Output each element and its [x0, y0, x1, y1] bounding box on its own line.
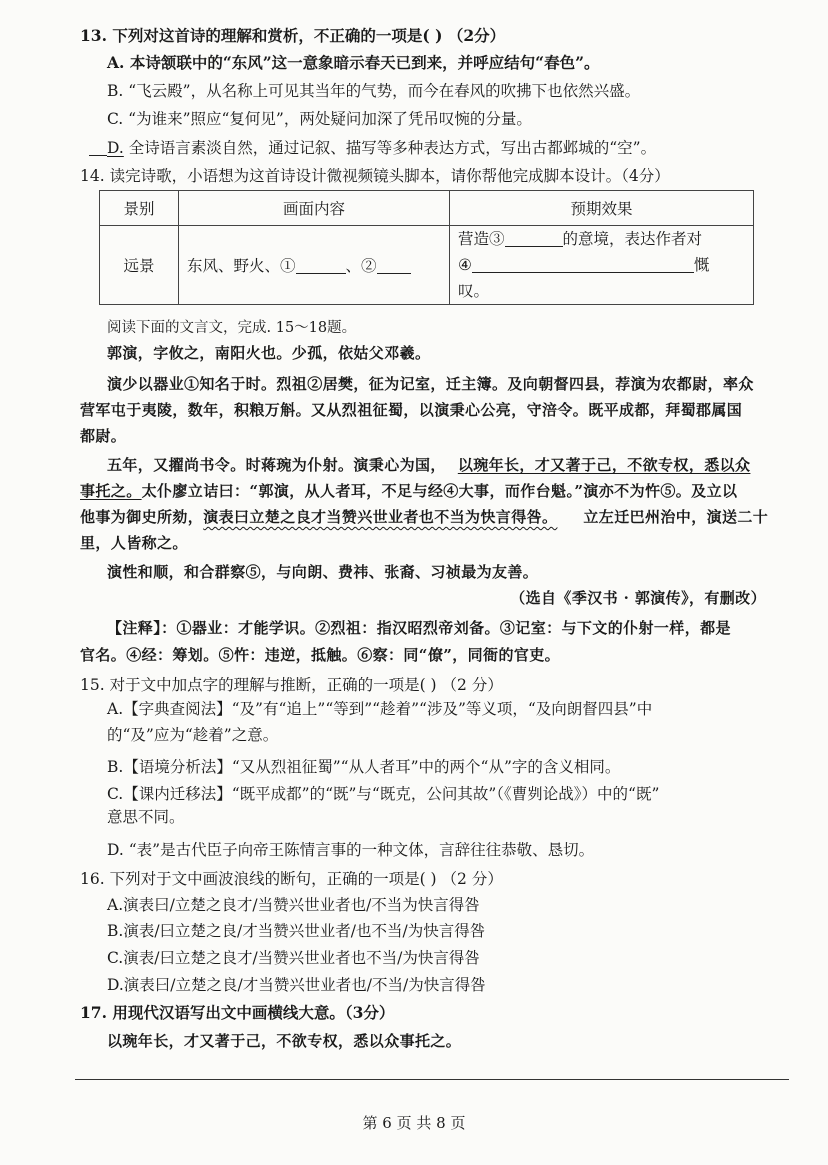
row-shot-type: 远景: [100, 226, 179, 305]
q15-option-b: B.【语境分析法】“又从烈祖征蜀”“从人者耳”中的两个“从”字的含义相同。: [107, 758, 621, 776]
header-shot-type: 景别: [100, 191, 179, 226]
script-table-row: [100, 226, 754, 305]
passage-p4: 演性和顺，和合群察⑤，与向朗、费祎、张裔、习祯最为友善。: [107, 563, 539, 581]
wavy-underlined-sentence: 演表曰立楚之良才当赞兴世业者也不当为快言得咎。: [203, 508, 558, 526]
underlined-sentence-part-2: 事托之。: [80, 482, 142, 500]
script-table: [99, 190, 754, 305]
p3-line-2-b: 太仆廖立诘曰：“郭演，从人者耳，不足与经④大事，而作台魁。”演亦不为忤⑤。及立以: [141, 482, 738, 500]
q16-option-b: B.演表/曰立楚之良/才当赞兴世业者/也不当/为快言得咎: [107, 922, 486, 940]
blank-4[interactable]: [472, 256, 694, 273]
effect-line-2-b: 慨 叹。: [458, 256, 710, 300]
q13-answer-blank: [89, 139, 107, 156]
q16-option-d: D.演表曰/立楚之良/才当赞兴世业者也/不当/为快言得咎: [107, 976, 486, 994]
header-frame-content: 画面内容: [179, 191, 450, 226]
blank-2[interactable]: [377, 257, 411, 274]
passage-p3-line-3: [80, 507, 768, 527]
notes-line-1: 【注释】：①器业：才能学识。②烈祖：指汉昭烈帝刘备。③记室：与下文的仆射一样，都是: [107, 619, 731, 637]
effect-line-1-a: 营造③: [458, 230, 505, 248]
q16-option-a: A.演表曰/立楚之良才/当赞兴世业者也/不当为快言得咎: [107, 896, 480, 914]
p3-line-3-c: 立左迁巴州治中，演送二十: [583, 508, 769, 526]
passage-p3-line-4: 里，人皆称之。: [80, 534, 188, 552]
q13-stem: 13. 下列对这首诗的理解和赏析，不正确的一项是( ) （2分）: [80, 26, 506, 45]
passage-p2-line-1: 演少以器业①知名于时。烈祖②居樊，征为记室，迁主簿。及向朝督四县，荐演为农都尉，率众: [107, 375, 754, 393]
effect-line-1: [458, 226, 745, 252]
header-expected-effect: 预期效果: [450, 191, 754, 226]
q15-option-c-line-1: C.【课内迁移法】“既平成都”的“既”与“既克，公问其故”（《曹刿论战》）中的“既”: [107, 785, 660, 803]
p3-line-3-a: 他事为御史所劾，: [80, 508, 204, 526]
footer-divider: [75, 1079, 789, 1080]
q13-option-b: B. “飞云殿”，从名称上可见其当年的气势，而今在春风的吹拂下也依然兴盛。: [107, 82, 641, 100]
q13-option-a: A. 本诗颔联中的“东风”这一意象暗示春天已到来，并呼应结句“春色”。: [107, 53, 600, 72]
blank-3[interactable]: [505, 230, 563, 247]
q15-option-a-line-2: 的“及”应为“趁着”之意。: [107, 726, 279, 744]
q16-stem: 16. 下列对于文中画波浪线的断句，正确的一项是( ) （2 分）: [80, 870, 503, 888]
passage-p2-line-3: 都尉。: [80, 427, 127, 445]
effect-line-1-b: 的意境，表达作者对: [562, 230, 703, 248]
notes-line-2: 官名。④经：筹划。⑤忤：违逆，抵触。⑥察：同“僚”，同衙的官吏。: [80, 646, 561, 664]
frame-content-text: 东风、野火、①: [187, 257, 296, 275]
q17-sentence: 以琬年长，才又著于己，不欲专权，悉以众事托之。: [107, 1032, 462, 1050]
row-expected-effect: [450, 226, 754, 305]
q13-option-d-mark: D.: [107, 139, 124, 157]
q16-option-c: C.演表/曰立楚之良才/当赞兴世业者也不当/为快言得咎: [107, 949, 480, 967]
passage-source: （选自《季汉书 · 郭演传》，有删改）: [510, 589, 766, 607]
passage-intro: 阅读下面的文言文，完成. 15～18题。: [107, 320, 357, 336]
passage-p1: 郭演，字攸之，南阳火也。少孤，依姑父邓羲。: [107, 344, 431, 362]
q15-stem: 15. 对于文中加点字的理解与推断，正确的一项是( ) （2 分）: [80, 676, 503, 694]
q15-option-a-line-1: A.【字典查阅法】“及”有“追上”“等到”“趁着”“涉及”等义项，“及向朗督四县”中: [107, 700, 653, 718]
q17-stem: 17. 用现代汉语写出文中画横线大意。（3分）: [80, 1003, 395, 1022]
q15-option-d: D. “表”是古代臣子向帝王陈情言事的一种文体，言辞往往恭敬、恳切。: [107, 841, 595, 859]
p3-line-1-a: 五年，又擢尚书令。时蒋琬为仆射。演秉心为国，: [107, 456, 446, 474]
passage-p3-line-2: [80, 481, 737, 501]
q13-option-d: [89, 138, 656, 158]
script-table-header: [100, 191, 754, 226]
page-number: 第 6 页 共 8 页: [362, 1114, 466, 1132]
blank-1[interactable]: [296, 257, 346, 274]
q14-stem: 14. 读完诗歌，小语想为这首诗设计微视频镜头脚本，请你帮他完成脚本设计。（4分）: [80, 167, 670, 185]
underlined-sentence-part-1: 以琬年长，才又著于己，不欲专权，悉以众: [457, 456, 751, 474]
row-frame-content: [179, 226, 450, 305]
effect-line-2: [458, 252, 745, 304]
frame-content-mark-2: 、②: [345, 257, 377, 275]
q13-option-c: C. “为谁来”照应“复何见”，两处疑问加深了凭吊叹惋的分量。: [107, 110, 532, 128]
passage-p3-line-1: [107, 455, 750, 475]
q15-option-c-line-2: 意思不同。: [107, 808, 185, 826]
q13-option-d-text: 全诗语言素淡自然，通过记叙、描写等多种表达方式，写出古都邺城的“空”。: [123, 139, 657, 157]
effect-line-2-a: ④: [458, 256, 472, 274]
passage-p2-line-2: 营军屯于夷陵，数年，积粮万斛。又从烈祖征蜀，以演秉心公亮，守涪令。既平成都，拜蜀郡属国: [80, 401, 743, 419]
